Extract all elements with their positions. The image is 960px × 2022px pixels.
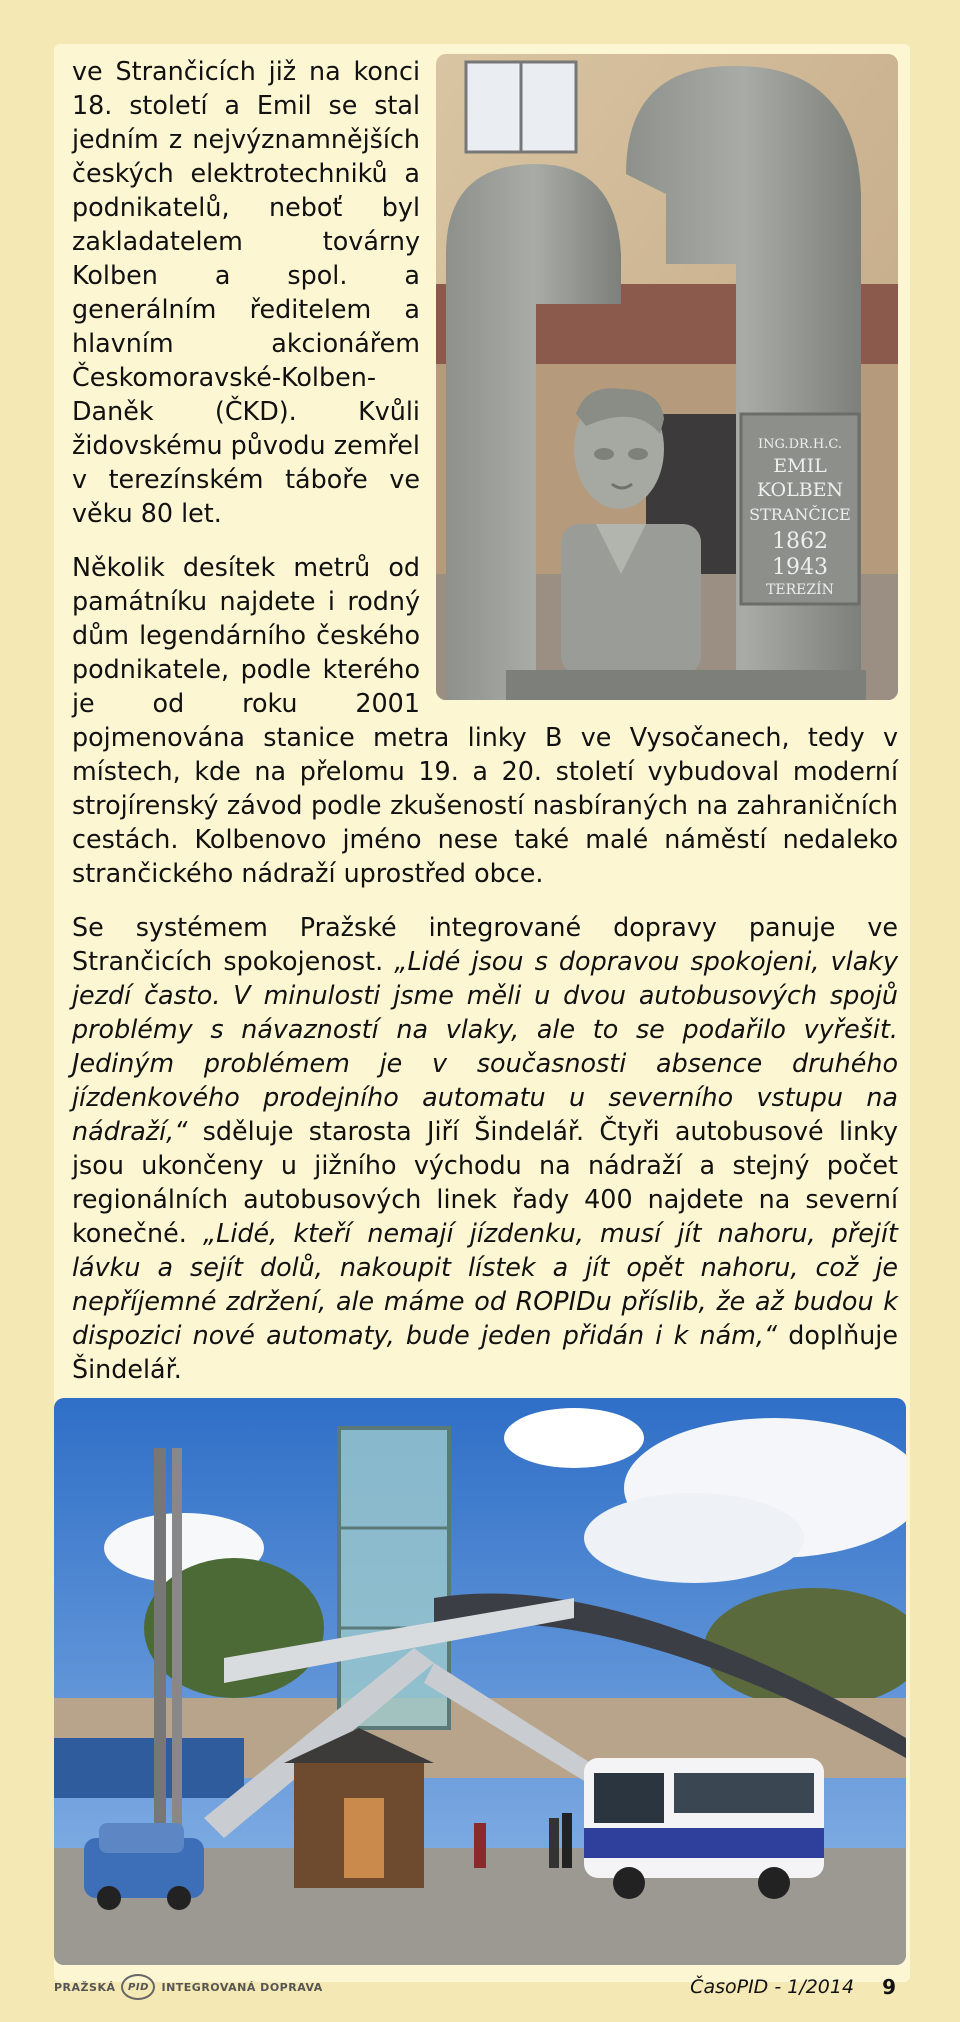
pid-mark-icon: [121, 1974, 155, 2000]
kolben-memorial-image: [436, 54, 898, 700]
paragraph-3-middle: sděluje starosta Jiří Šindelář. Čtyři autobusové linky jsou ukončeny u jižního východu na nádraží a stejný počet regionálních autobusových linek řady 400 najdete na severní konečné.: [72, 1116, 898, 1248]
logo-right-text: INTEGROVANÁ DOPRAVA: [161, 1980, 323, 1994]
paragraph-1: ve Strančicích již na konci 18. století a Emil se stal jedním z nejvýznamnějších českých elektrotechniků a podnikatelů, neboť byl zakladatelem továrny Kolben a spol. a generálním ředitelem a hlavním akcionářem Českomoravské-Kolben-Daněk (ČKD). Kvůli židovskému původu zemřel v terezínském táboře ve věku 80 let.: [72, 56, 420, 528]
logo-left-text: PRAŽSKÁ: [54, 1980, 116, 1994]
plaque-line-3: KOLBEN: [756, 479, 844, 501]
plaque-line-4: STRANČICE: [749, 505, 851, 524]
paragraph-3-intro: Se systémem Pražské integrované dopravy panuje ve Strančicích spokojenost.: [72, 912, 898, 976]
quote-mayor-2: „Lidé, kteří nemají jízdenku, musí jít nahoru, přejít lávku a sejít dolů, nakoupit lístek a jít opět nahoru, což je nepříjemné zdržení, ale máme od ROPIDu příslib, že až budou k dispozici nové automaty, bude jeden přidán i k nám,“: [72, 1218, 898, 1350]
article-body: [72, 54, 898, 1386]
station-photo: [54, 1398, 906, 1965]
plaque-line-7: TEREZÍN: [766, 582, 834, 598]
plaque-line-5: 1862: [772, 529, 828, 554]
page-footer: [690, 1972, 896, 2002]
memorial-photo: [436, 54, 898, 700]
paragraph-2: Několik desítek metrů od památníku najdete i rodný dům legendárního českého podnikatele, podle kterého je od roku 2001 pojmenována stanice metra linky B ve Vysočanech, tedy v místech, kde na přelomu 19. a 20. století vybudoval moderní strojírenský závod podle zkušeností nasbíraných na zahraničních cestách. Kolbenovo jméno nese také malé náměstí nedaleko strančického nádraží uprostřed obce.: [72, 552, 898, 888]
magazine-issue: ČasoPID - 1/2014: [690, 1976, 855, 1998]
plaque-line-1: ING.DR.H.C.: [758, 437, 842, 452]
paragraph-3-end: doplňuje Šindelář.: [72, 1320, 898, 1384]
pid-logo: [54, 1972, 323, 2002]
paragraph-3: [72, 910, 898, 1386]
strancice-station-image: [54, 1398, 906, 1965]
plaque-line-2: EMIL: [773, 455, 827, 477]
logo-mark-text: PID: [128, 1981, 149, 1993]
plaque-line-6: 1943: [772, 555, 828, 580]
quote-mayor-1: „Lidé jsou s dopravou spokojeni, vlaky jezdí často. V minulosti jsme měli u dvou autobusových spojů problémy s návazností na vlaky, ale to se podařilo vyřešit. Jediným problémem je v současnosti absence druhého jízdenkového prodejního automatu u severního vstupu na nádraží,“: [72, 946, 899, 1146]
page-number: 9: [882, 1975, 896, 1999]
